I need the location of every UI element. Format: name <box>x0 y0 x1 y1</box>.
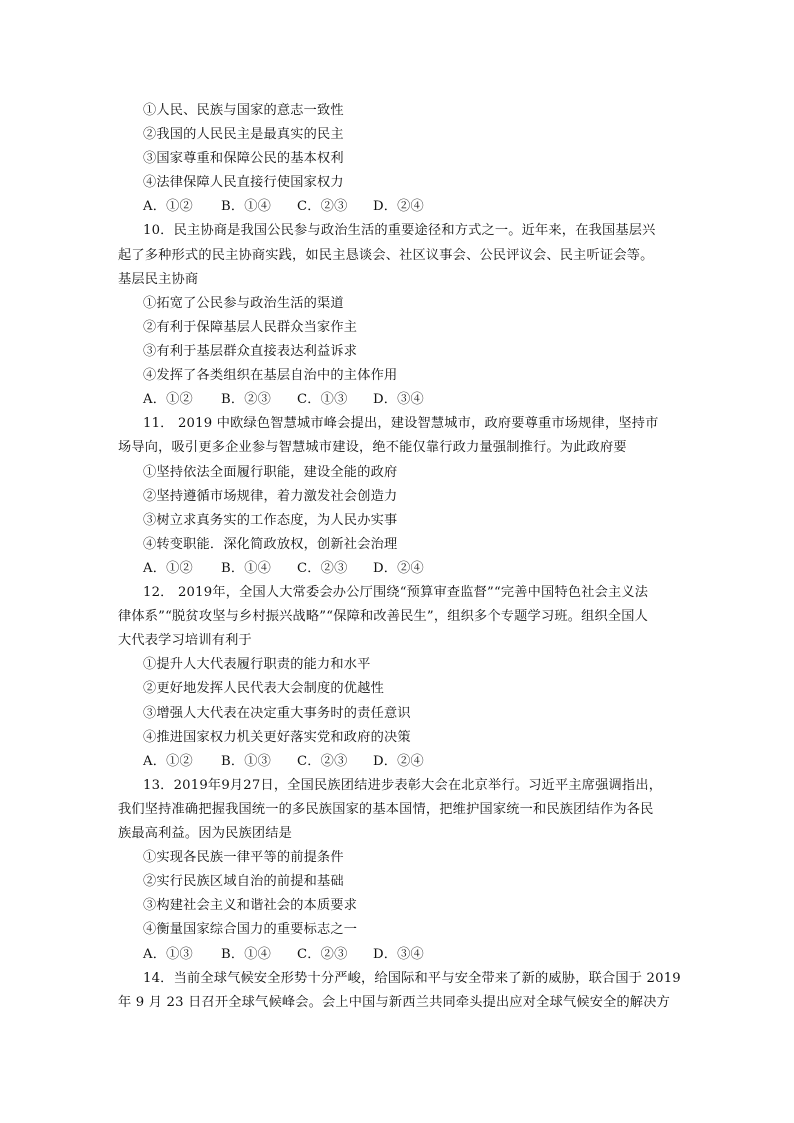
q13-answer-choices <box>143 945 424 965</box>
q11-option: ④转变职能．深化简政放权，创新社会治理 <box>143 537 398 552</box>
q11-option: ③树立求真务实的工作态度，为人民办实事 <box>143 513 398 528</box>
q11-answer-choices <box>143 559 424 579</box>
answer-choice[interactable]: D．③④ <box>373 392 424 407</box>
answer-choice[interactable]: A．①② <box>143 199 193 214</box>
answer-choice[interactable]: B．①④ <box>221 199 272 214</box>
q12-option: ③增强人大代表在决定重大事务时的责任意识 <box>143 706 411 721</box>
q10-option: ③有利于基层群众直接表达利益诉求 <box>143 344 358 359</box>
answer-choice[interactable]: D．②④ <box>373 199 424 214</box>
answer-choice[interactable]: D．②④ <box>373 561 424 576</box>
answer-choice[interactable]: B．②③ <box>221 392 272 407</box>
q12-stem-line: 12． 2019年，全国人大常委会办公厅围绕“预算审查监督”“完善中国特色社会主义法 <box>143 585 649 600</box>
q12-option: ①提升人大代表履行职责的能力和水平 <box>143 657 371 672</box>
q14-stem-line: 年 9 月 23 日召开全球气候峰会。会上中国与新西兰共同牵头提出应对全球气候安全的解决方 <box>118 995 671 1010</box>
q11-stem-line: 场导向，吸引更多企业参与智慧城市建设，绝不能仅靠行政力量强制推行。为此政府要 <box>118 440 627 455</box>
q13-stem-line: 13．2019年9月27日，全国民族团结进步表彰大会在北京举行。习近平主席强调指出， <box>143 778 663 793</box>
q11-option: ②坚持遵循市场规律，着力激发社会创造力 <box>143 489 398 504</box>
q9_opts-option: ③国家尊重和保障公民的基本权利 <box>143 151 344 166</box>
answer-choice[interactable]: A．①② <box>143 392 193 407</box>
q9_opts-option: ②我国的人民民主是最真实的民主 <box>143 127 344 142</box>
q13-option: ④衡量国家综合国力的重要标志之一 <box>143 922 358 937</box>
answer-choice[interactable]: C．①③ <box>297 392 348 407</box>
answer-choice[interactable]: B．①④ <box>221 947 272 962</box>
q9_opts-option: ①人民、民族与国家的意志一致性 <box>143 103 344 118</box>
q10-option: ①拓宽了公民参与政治生活的渠道 <box>143 296 344 311</box>
q13-stem-line: 族最高利益。因为民族团结是 <box>118 826 293 841</box>
answer-choice[interactable]: A．①② <box>143 561 193 576</box>
answer-choice[interactable]: B．①③ <box>221 754 272 769</box>
q11-stem-line: 11． 2019 中欧绿色智慧城市峰会提出，建设智慧城市，政府要尊重市场规律，坚持市 <box>143 416 659 431</box>
q14-stem-line: 14．当前全球气候安全形势十分严峻，给国际和平与安全带来了新的威胁，联合国于 2019 <box>143 971 681 986</box>
q9_opts-answer-choices <box>143 197 424 217</box>
q10-stem-line: 基层民主协商 <box>118 272 199 287</box>
q10-stem-line: 起了多种形式的民主协商实践，如民主恳谈会、社区议事会、公民评议会、民主听证会等。 <box>118 248 654 263</box>
q13-option: ①实现各民族一律平等的前提条件 <box>143 850 344 865</box>
answer-choice[interactable]: C．②③ <box>297 947 348 962</box>
q9_opts-option: ④法律保障人民直接行使国家权力 <box>143 175 344 190</box>
q10-answer-choices <box>143 390 424 410</box>
q12-stem-line: 大代表学习培训有利于 <box>118 633 252 648</box>
q10-option: ②有利于保障基层人民群众当家作主 <box>143 320 358 335</box>
q10-option: ④发挥了各类组织在基层自治中的主体作用 <box>143 368 398 383</box>
q12-option: ④推进国家权力机关更好落实党和政府的决策 <box>143 730 411 745</box>
q12-option: ②更好地发挥人民代表大会制度的优越性 <box>143 681 384 696</box>
answer-choice[interactable]: D．②④ <box>373 754 424 769</box>
answer-choice[interactable]: B．①④ <box>221 561 272 576</box>
answer-choice[interactable]: C．②③ <box>297 754 348 769</box>
q13-option: ③构建社会主义和谐社会的本质要求 <box>143 898 358 913</box>
q13-stem-line: 我们坚持准确把握我国统一的多民族国家的基本国情，把维护国家统一和民族团结作为各民 <box>118 802 654 817</box>
q13-option: ②实行民族区域自治的前提和基础 <box>143 874 344 889</box>
answer-choice[interactable]: A．①③ <box>143 947 193 962</box>
answer-choice[interactable]: C．②③ <box>297 199 348 214</box>
q11-option: ①坚持依法全面履行职能，建设全能的政府 <box>143 465 398 480</box>
q12-stem-line: 律体系”“脱贫攻坚与乡村振兴战略”“保障和改善民生”，组织多个专题学习班。组织全国人 <box>118 609 649 624</box>
answer-choice[interactable]: D．③④ <box>373 947 424 962</box>
answer-choice[interactable]: A．①② <box>143 754 193 769</box>
q10-stem-line: 10．民主协商是我国公民参与政治生活的重要途径和方式之一。近年来，在我国基层兴 <box>143 223 656 238</box>
q12-answer-choices <box>143 752 424 772</box>
answer-choice[interactable]: C．②③ <box>297 561 348 576</box>
